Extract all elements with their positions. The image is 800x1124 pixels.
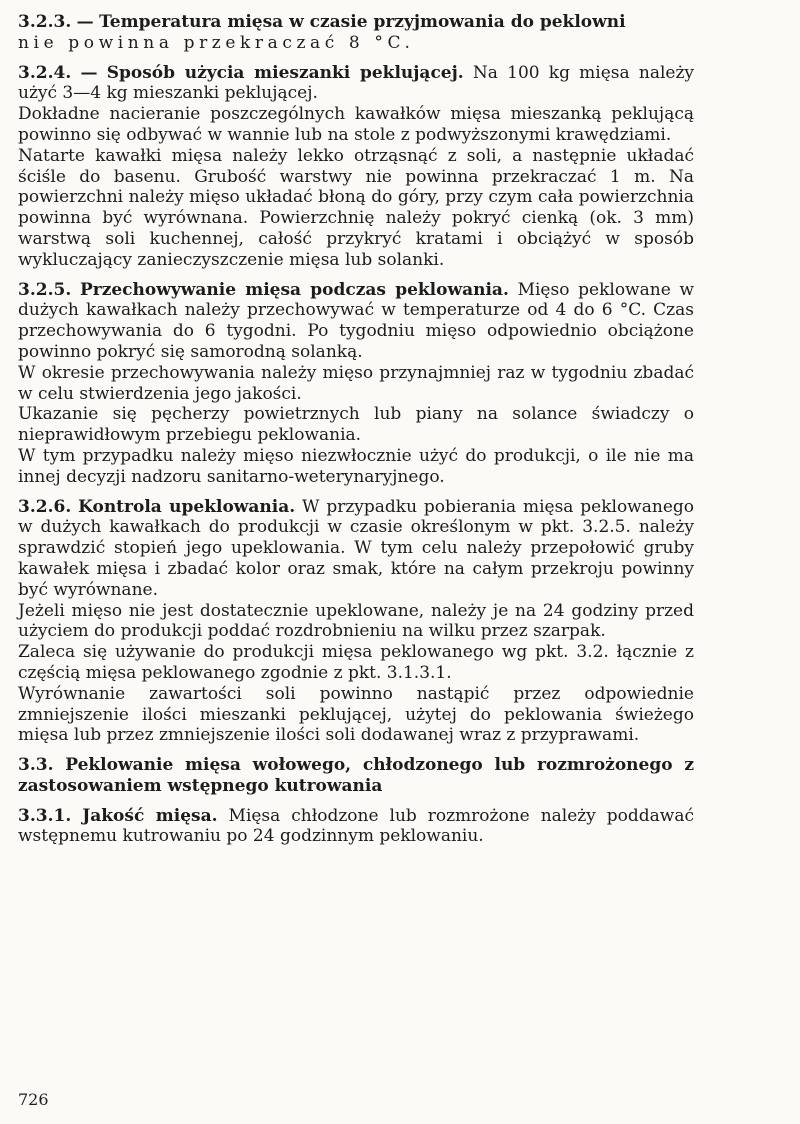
section-title: Przechowywanie mięsa podczas peklowania.	[79, 279, 509, 300]
section-3-2-5	[18, 280, 694, 488]
chapter-heading	[18, 755, 694, 797]
paragraph: Zaleca się używanie do produkcji mięsa peklowanego wg pkt. 3.2. łącznie z częścią mięsa peklowanego zgodnie z pkt. 3.1.3.1.	[18, 642, 694, 683]
section-3-3-1	[18, 806, 694, 848]
paragraph	[18, 12, 694, 54]
paragraph	[18, 63, 694, 105]
section-title: Jakość mięsa.	[82, 805, 218, 826]
paragraph	[18, 806, 694, 848]
paragraph: W okresie przechowywania należy mięso przynajmniej raz w tygodniu zbadać w celu stwierdzenia jego jakości.	[18, 362, 694, 404]
section-number: 3.2.5.	[18, 279, 72, 300]
section-number: 3.2.4.	[18, 62, 72, 83]
section-title: Kontrola upeklowania.	[78, 496, 296, 517]
spaced-emphasis-text: nie powinna przekraczać 8 °C.	[18, 32, 415, 53]
section-lead-text: Na 100 kg mięsa należy użyć 3—4 kg mieszanki peklującej.	[18, 62, 695, 104]
section-dash: —	[80, 62, 98, 83]
section-3-2-4	[18, 63, 694, 271]
section-title: Peklowanie mięsa wołowego, chłodzonego lub rozmrożonego z zastosowaniem wstępnego kutrowania	[18, 755, 694, 796]
paragraph: W tym przypadku należy mięso niezwłocznie użyć do produkcji, o ile nie ma innej decyzji nadzoru sanitarno-weterynaryjnego.	[18, 445, 694, 487]
section-number: 3.3.1.	[18, 805, 72, 826]
section-title: Sposób użycia mieszanki peklującej.	[106, 62, 464, 83]
paragraph	[18, 497, 694, 601]
section-dash: —	[76, 12, 94, 32]
paragraph: Jeżeli mięso nie jest dostatecznie upeklowane, należy je na 24 godziny przed użyciem do produkcji poddać rozdrobnieniu na wilku przez szarpak.	[18, 600, 694, 642]
paragraph: Wyrównanie zawartości soli powinno nastąpić przez odpowiednie zmniejszenie ilości mieszanki peklującej, użytej do peklowania świeżego mięsa lub przez zmniejszenie ilości soli dodawanej wraz z przyprawami.	[18, 683, 694, 746]
section-number: 3.2.6.	[18, 496, 72, 517]
paragraph	[18, 280, 694, 363]
section-title: Temperatura mięsa w czasie przyjmowania do peklowni	[99, 12, 626, 32]
text-column	[18, 12, 694, 847]
section-lead-text: W przypadku pobierania mięsa peklowanego w dużych kawałkach do produkcji w czasie określonym w pkt. 3.2.5. należy sprawdzić stopień jego upeklowania. W tym celu należy przepołowić gruby kawałek mięsa i zbadać kolor oraz smak, które na całym przekroju powinny być wyrównane.	[18, 496, 694, 600]
section-lead-text: Mięso peklowane w dużych kawałkach należy przechowywać w temperaturze od 4 do 6 °C. Czas przechowywania do 6 tygodni. Po tygodniu mięso odpowiednio obciążone powinno pokryć się samorodną solanką.	[18, 279, 694, 362]
paragraph: Natarte kawałki mięsa należy lekko otrząsnąć z soli, a następnie układać ściśle do basenu. Grubość warstwy nie powinna przekraczać 1 m. Na powierzchni należy mięso układać błoną do góry, przy czym cała powierzchnia powinna być wyrównana. Powierzchnię należy pokryć cienką (ok. 3 mm) warstwą soli kuchennej, całość przykryć kratami i obciążyć w sposób wykluczający zanieczyszczenie mięsa lub solanki.	[18, 145, 694, 270]
section-lead-text: Mięsa chłodzone lub rozmrożone należy poddawać wstępnemu kutrowaniu po 24 godzinnym peklowaniu.	[18, 805, 695, 847]
section-3-2-3	[18, 12, 694, 54]
section-number: 3.2.3.	[18, 12, 72, 32]
section-3-2-6	[18, 497, 694, 747]
section-number: 3.3.	[18, 755, 54, 776]
paragraph: Dokładne nacieranie poszczególnych kawałków mięsa mieszanką peklującą powinno się odbywać w wannie lub na stole z podwyższonymi krawędziami.	[18, 104, 694, 145]
page-number: 726	[18, 1090, 49, 1109]
section-3-3	[18, 755, 694, 797]
paragraph: Ukazanie się pęcherzy powietrznych lub piany na solance świadczy o nieprawidłowym przebiegu peklowania.	[18, 404, 694, 446]
